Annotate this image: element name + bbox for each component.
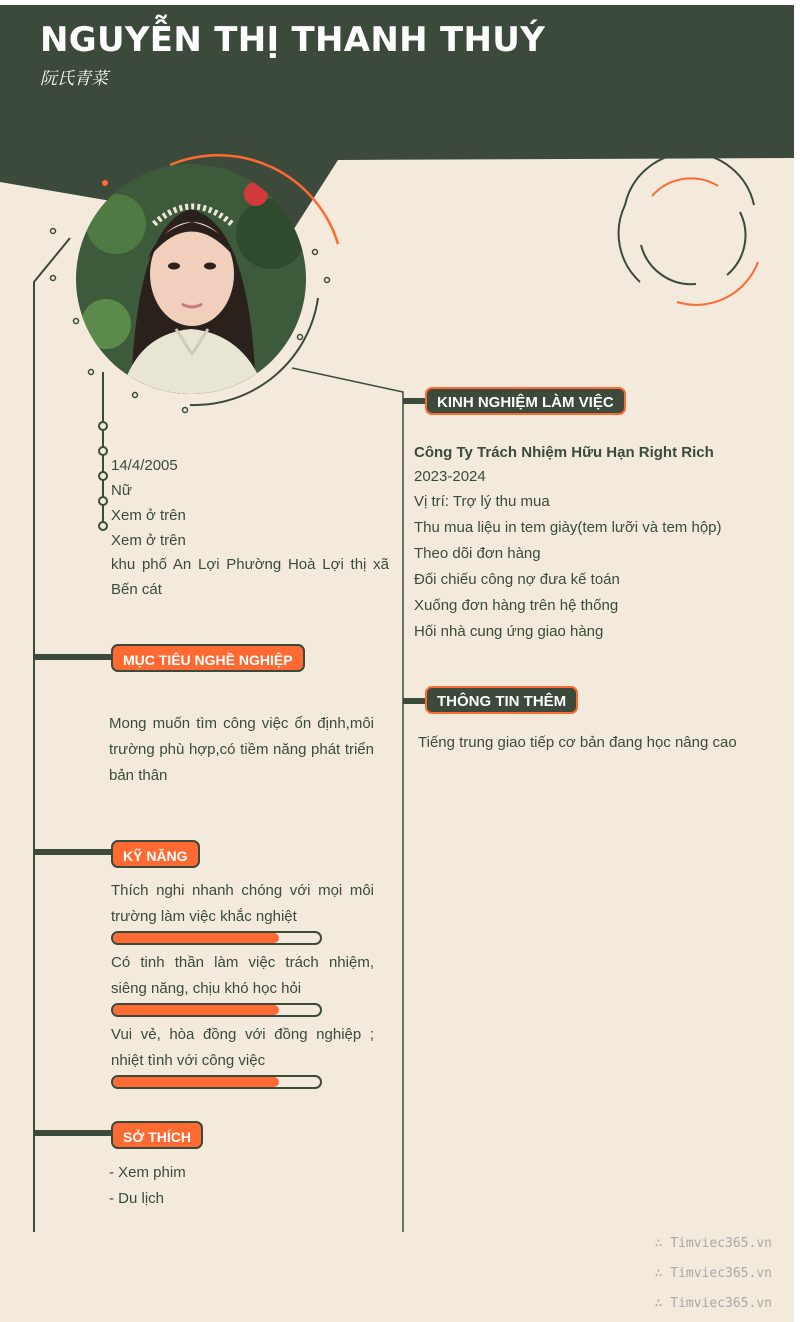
phone: Xem ở trên <box>111 507 186 524</box>
experience-line: Xuống đơn hàng trên hệ thống <box>414 597 619 614</box>
hobby-item: - Du lịch <box>109 1190 165 1207</box>
skill-bar-2 <box>111 1003 322 1017</box>
section-connector <box>34 1130 114 1136</box>
experience-line: Theo dõi đơn hàng <box>414 545 541 562</box>
section-connector <box>34 654 114 660</box>
experience-line: Đối chiếu công nợ đưa kế toán <box>414 571 620 588</box>
skill-bar-fill <box>113 1005 279 1015</box>
portrait-image <box>76 164 306 394</box>
top-strip <box>0 0 794 5</box>
candidate-subtitle: 阮氏青菜 <box>40 69 108 88</box>
skill-text-1: Thích nghi nhanh chóng với mọi môi trường làm việc khắc nghiệt <box>111 882 374 925</box>
birthdate: 14/4/2005 <box>111 457 178 474</box>
watermark: ∴ Timviec365.vn <box>654 1236 772 1251</box>
candidate-name: NGUYỄN THỊ THANH THUÝ <box>40 20 546 60</box>
skill-bar-fill <box>113 1077 279 1087</box>
address: khu phố An Lợi Phường Hoà Lợi thị xã Bến cát <box>111 556 389 598</box>
skills-heading: KỸ NĂNG <box>111 840 200 868</box>
skill-bar-1 <box>111 931 322 945</box>
experience-line: Vị trí: Trợ lý thu mua <box>414 493 550 510</box>
skill-bar-3 <box>111 1075 322 1089</box>
experience-line: Thu mua liệu in tem giày(tem lưỡi và tem hộp) <box>414 519 722 536</box>
skill-text-3: Vui vẻ, hòa đồng với đồng nghiệp ; nhiệt tình với công việc <box>111 1026 374 1069</box>
watermark: ∴ Timviec365.vn <box>654 1266 772 1281</box>
company-name: Công Ty Trách Nhiệm Hữu Hạn Right Rich <box>414 444 714 461</box>
section-connector <box>34 849 114 855</box>
objective-heading: MỤC TIÊU NGHỀ NGHIỆP <box>111 644 305 672</box>
experience-line: Hối nhà cung ứng giao hàng <box>414 623 604 640</box>
work-period: 2023-2024 <box>414 468 486 485</box>
skill-bar-fill <box>113 933 279 943</box>
hobby-item: - Xem phim <box>109 1164 186 1181</box>
skill-text-2: Có tinh thần làm việc trách nhiệm, siêng năng, chịu khó học hỏi <box>111 954 374 997</box>
objective-text: Mong muốn tìm công việc ổn định,môi trường phù hợp,có tiềm năng phát triển bản thân <box>109 715 374 784</box>
email: Xem ở trên <box>111 532 186 549</box>
extra-info-text: Tiếng trung giao tiếp cơ bản đang học nâng cao <box>418 734 737 751</box>
watermark: ∴ Timviec365.vn <box>654 1296 772 1311</box>
profile-photo <box>76 164 306 394</box>
experience-heading: KINH NGHIỆM LÀM VIỆC <box>425 387 626 415</box>
extra-info-heading: THÔNG TIN THÊM <box>425 686 578 714</box>
gender: Nữ <box>111 482 132 499</box>
hobbies-heading: SỞ THÍCH <box>111 1121 203 1149</box>
